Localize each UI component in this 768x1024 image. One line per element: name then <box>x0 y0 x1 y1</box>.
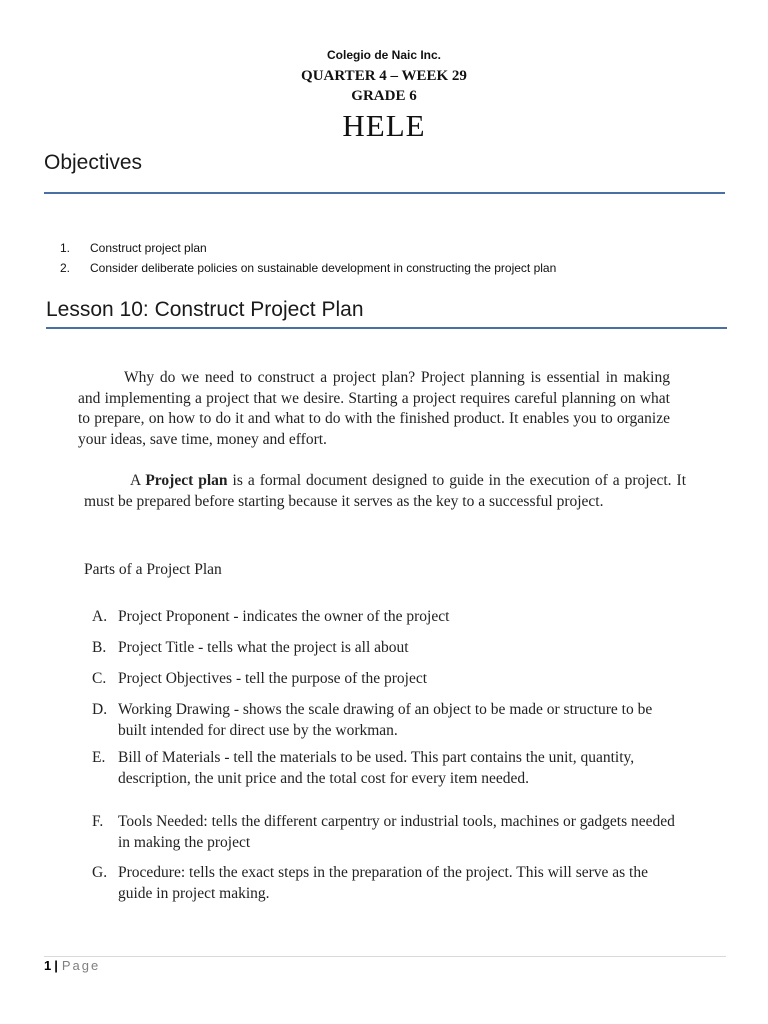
intro-paragraph: Why do we need to construct a project plan? Project planning is essential in making and implementing a project that we desire. Starting a project requires careful planning on what to prepare, on how to do it and what to do with the finished product. It enables you to organize your ideas, save time, money and effort. <box>78 369 670 448</box>
objectives-heading: Objectives <box>44 151 143 174</box>
project-plan-definition: A Project plan is a formal document designed to guide in the execution of a project. It must be prepared before starting because it serves as the key to a successful project. <box>84 472 687 510</box>
list-item: B. Project Title - tells what the project is all about <box>92 639 409 656</box>
list-item: C. Project Objectives - tell the purpose of the project <box>92 670 428 687</box>
page-number: 1 <box>44 958 52 973</box>
objective-number: 2. <box>60 261 71 275</box>
objective-item <box>60 258 556 278</box>
objective-text: Consider deliberate policies on sustainable development in constructing the project plan <box>90 261 557 275</box>
parts-list <box>92 606 682 904</box>
page-footer <box>44 958 100 973</box>
project-plan-term: Project plan <box>145 472 228 489</box>
objective-number: 1. <box>60 241 71 255</box>
objectives-divider <box>44 192 725 194</box>
objective-item <box>60 238 556 258</box>
page-label: Page <box>61 958 101 973</box>
lesson-heading: Lesson 10: Construct Project Plan <box>46 298 364 321</box>
footer-separator: | <box>54 958 58 973</box>
lesson-divider <box>46 327 727 329</box>
footer-divider <box>44 956 726 957</box>
list-item: F. Tools Needed: tells the different carpentry or industrial tools, machines or gadgets needed in making the project <box>92 813 675 851</box>
list-item: A. Project Proponent - indicates the owner of the project <box>92 608 450 625</box>
quarter-week: QUARTER 4 – WEEK 29 <box>301 68 467 84</box>
parts-heading: Parts of a Project Plan <box>84 561 222 578</box>
subject-title: HELE <box>342 108 426 143</box>
school-name: Colegio de Naic Inc. <box>326 48 442 62</box>
objectives-list <box>60 238 556 278</box>
list-item: D. Working Drawing - shows the scale drawing of an object to be made or structure to be built intended for direct use by the workman. <box>92 701 653 739</box>
list-item: E. Bill of Materials - tell the materials to be used. This part contains the unit, quantity, description, the unit price and the total cost for every item needed. <box>92 749 635 787</box>
list-item: G. Procedure: tells the exact steps in the preparation of the project. This will serve as the guide in project making. <box>92 864 648 902</box>
grade-level: GRADE 6 <box>351 88 417 104</box>
objective-text: Construct project plan <box>90 241 207 255</box>
